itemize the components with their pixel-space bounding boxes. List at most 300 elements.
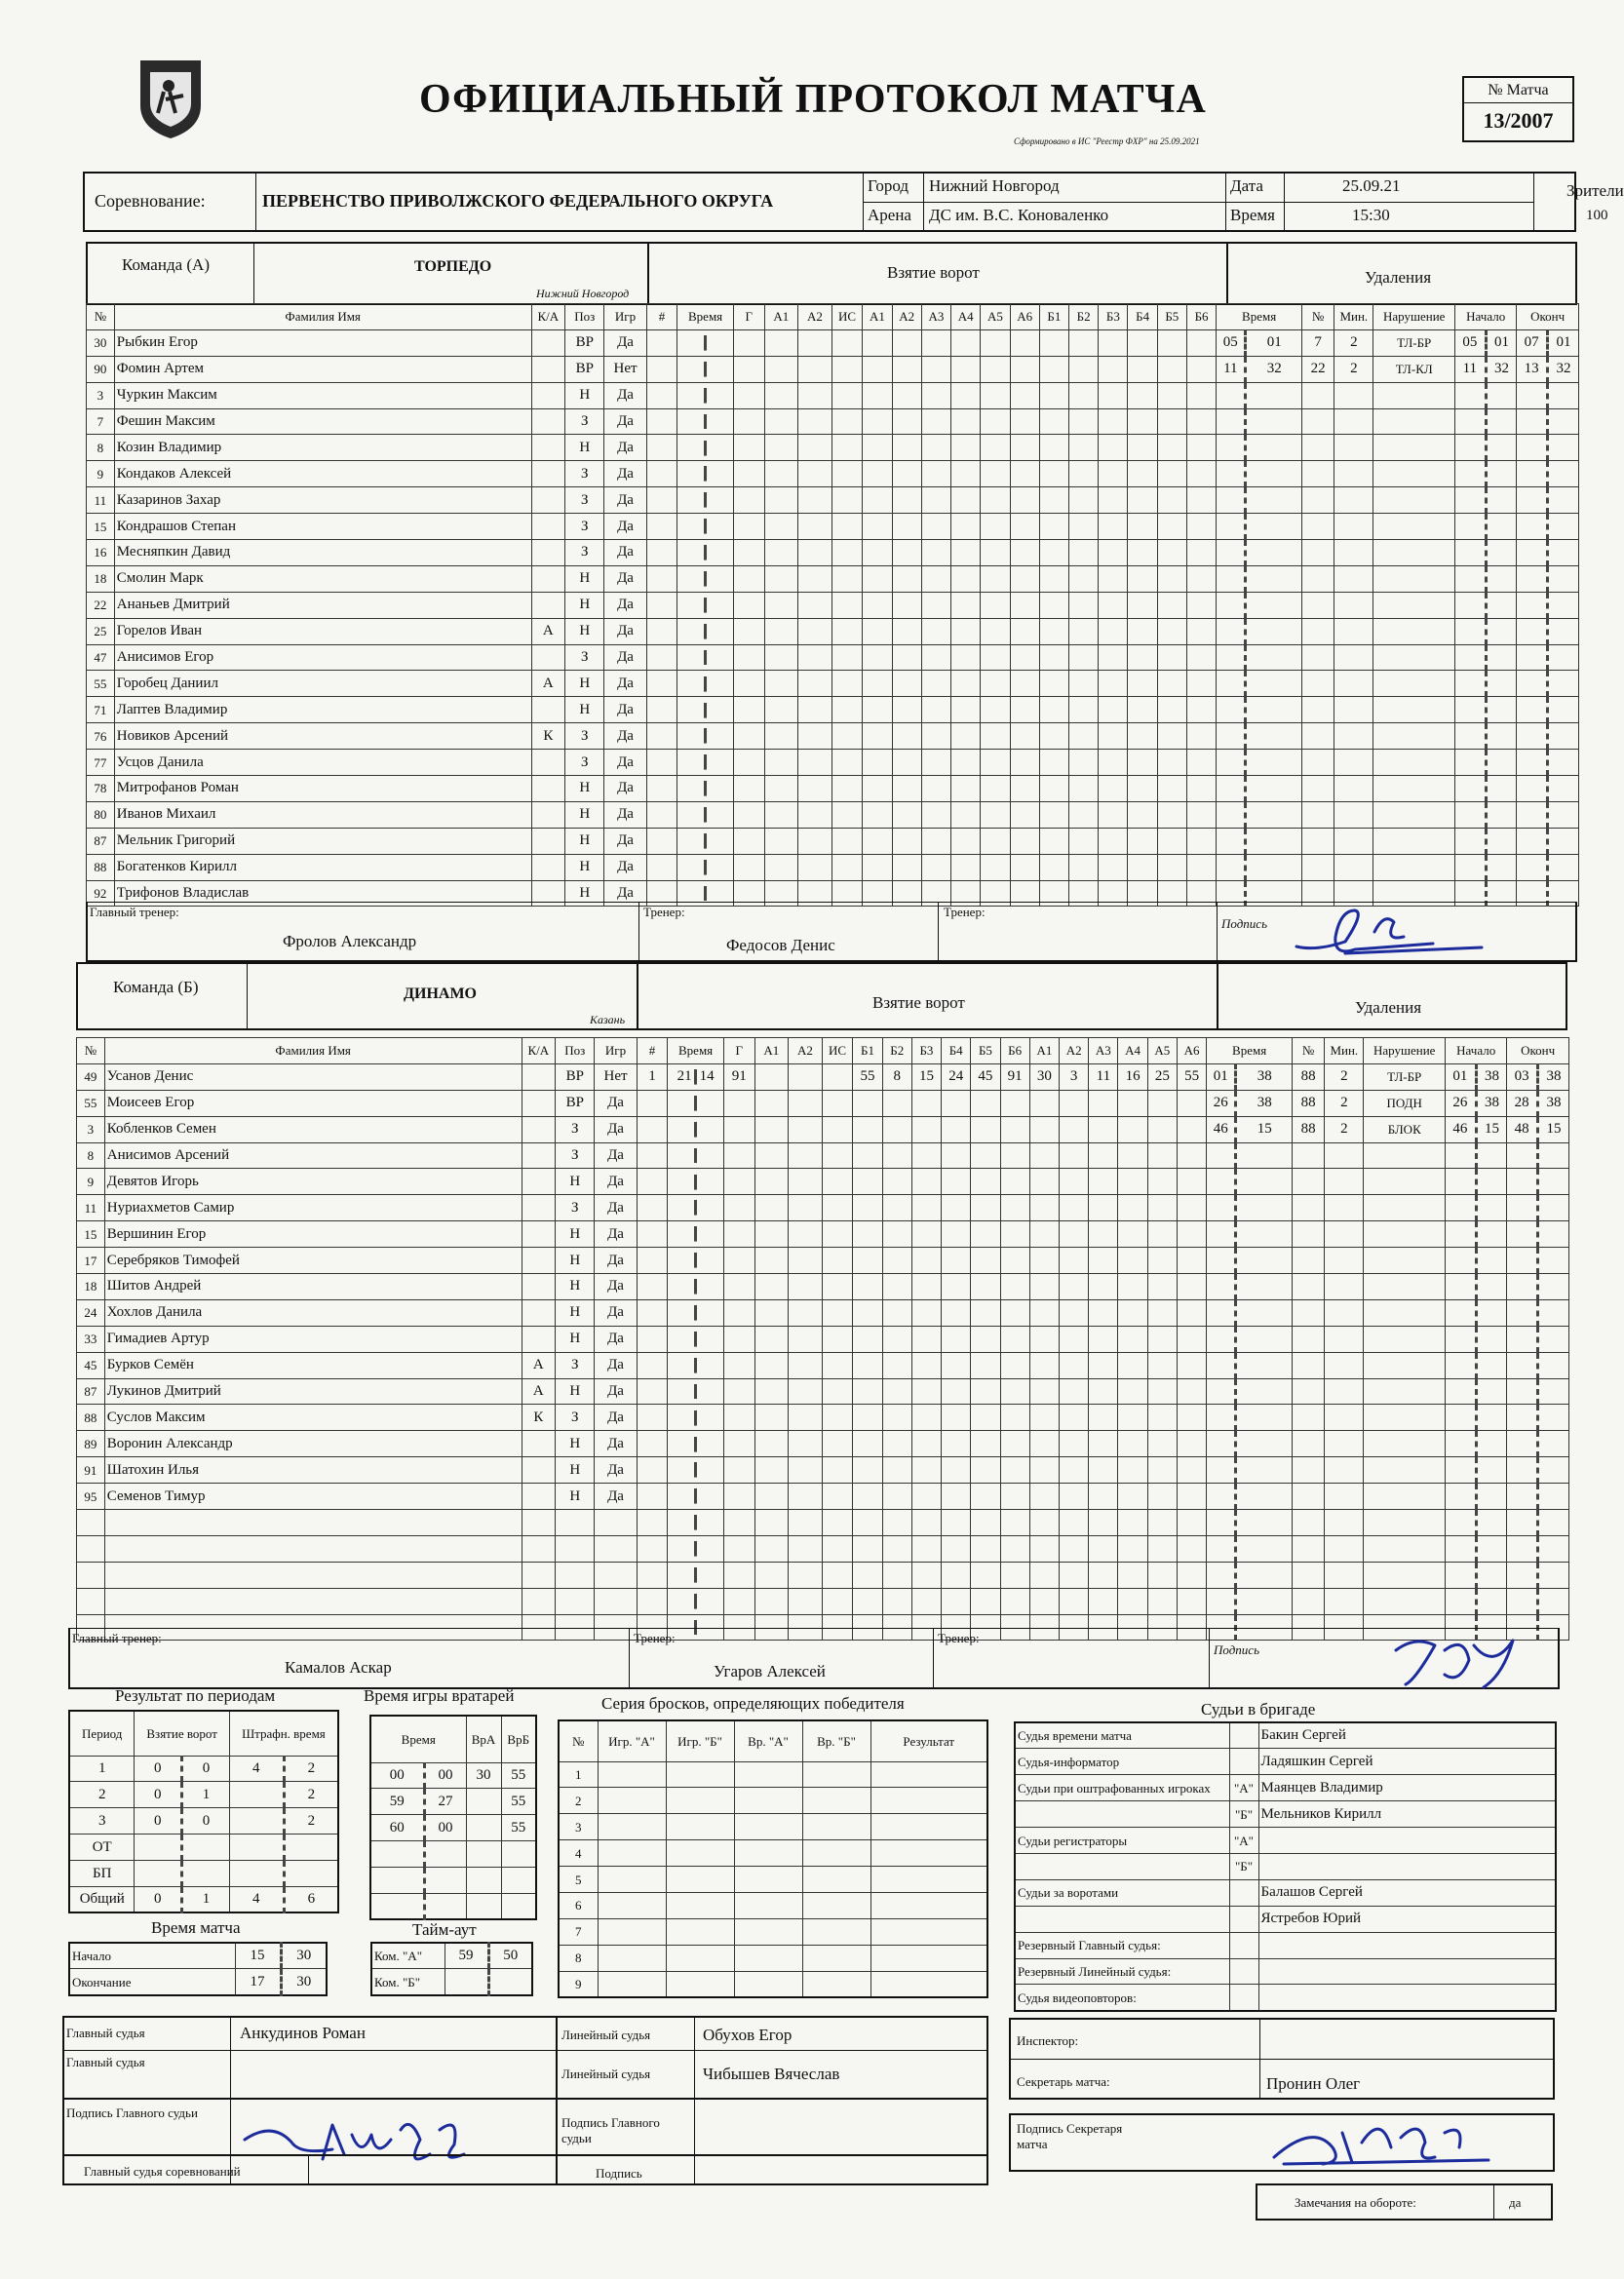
- pen-violation: [1373, 540, 1455, 566]
- pen-violation: [1373, 801, 1455, 828]
- goal-a2: [789, 1588, 823, 1614]
- pen-end-min: [1507, 1484, 1538, 1510]
- official-row: [1015, 1828, 1556, 1854]
- goal-scorer: [733, 565, 764, 592]
- pen-minutes: [1334, 592, 1373, 618]
- pen-player: [1302, 644, 1334, 671]
- goal-is: [822, 1090, 853, 1116]
- goal-onice-10: [1118, 1431, 1147, 1457]
- header-on-3: Б3: [911, 1038, 941, 1064]
- pen-start-min: 05: [1455, 329, 1487, 356]
- goal-onice-1: [853, 1484, 882, 1510]
- goal-onice-2: [882, 1510, 911, 1536]
- player-ka: [531, 750, 565, 776]
- official-team: [1229, 1932, 1258, 1958]
- table-row: [77, 1248, 1569, 1274]
- goal-a1: [754, 1299, 789, 1326]
- goal-onice-6: [1000, 1431, 1029, 1457]
- header-off-6: Б6: [1186, 304, 1216, 330]
- player-position: З: [565, 408, 604, 435]
- goal-is: [831, 801, 863, 828]
- goal-a2: [798, 776, 832, 802]
- goal-onice-10: [1118, 1510, 1147, 1536]
- pen-time-sec: [1236, 1510, 1293, 1536]
- table-row: [77, 1195, 1569, 1221]
- goal-onice-4: [951, 776, 981, 802]
- timeout-table: [370, 1942, 533, 1996]
- goal-is: [822, 1299, 853, 1326]
- goal-onice-12: [1186, 408, 1216, 435]
- shootout-cell: [598, 1761, 666, 1788]
- player-plays: Да: [595, 1116, 637, 1142]
- header-play: Игр: [595, 1038, 637, 1064]
- goal-number: [646, 671, 677, 697]
- header-num: #: [646, 304, 677, 330]
- goal-is: [831, 408, 863, 435]
- goal-onice-9: [1099, 801, 1128, 828]
- player-number: 49: [77, 1063, 105, 1090]
- player-plays: Да: [595, 1431, 637, 1457]
- pen-time-min: [1207, 1535, 1236, 1562]
- goal-onice-2: [882, 1142, 911, 1169]
- player-number: 25: [87, 618, 115, 644]
- pen-start-min: [1455, 750, 1487, 776]
- goal-onice-9: [1089, 1588, 1118, 1614]
- goal-onice-9: [1099, 435, 1128, 461]
- goal-onice-12: [1186, 356, 1216, 382]
- pen-end-min: [1517, 592, 1548, 618]
- pen-violation: [1373, 618, 1455, 644]
- match-time-title: Время матча: [151, 1918, 241, 1937]
- header-pen-no: №: [1302, 304, 1334, 330]
- player-ka: [522, 1326, 556, 1352]
- goal-time: [668, 1326, 724, 1352]
- goal-number: [646, 723, 677, 750]
- page-title: ОФИЦИАЛЬНЫЙ ПРОТОКОЛ МАТЧА: [419, 77, 1207, 122]
- player-number: [77, 1510, 105, 1536]
- goal-onice-9: [1089, 1299, 1118, 1326]
- shootout-cell: [734, 1814, 802, 1840]
- pen-minutes: [1325, 1405, 1364, 1431]
- player-plays: Да: [604, 723, 646, 750]
- pen-violation: [1373, 828, 1455, 854]
- goal-onice-6: [1010, 723, 1039, 750]
- goal-onice-8: [1069, 697, 1099, 723]
- player-number: [77, 1588, 105, 1614]
- pen-time-min: [1217, 671, 1246, 697]
- player-number: 22: [87, 592, 115, 618]
- shootout-cell: [802, 1840, 870, 1867]
- player-position: Н: [565, 697, 604, 723]
- pen-minutes: 2: [1325, 1116, 1364, 1142]
- goal-onice-12: [1177, 1457, 1206, 1484]
- period-cell-3: 4: [229, 1886, 284, 1912]
- goal-onice-9: [1089, 1142, 1118, 1169]
- pen-start-sec: [1476, 1405, 1507, 1431]
- player-number: 55: [87, 671, 115, 697]
- goal-number: [637, 1116, 668, 1142]
- shootout-number: 4: [559, 1840, 598, 1867]
- goal-onice-1: [853, 1378, 882, 1405]
- pen-minutes: [1334, 671, 1373, 697]
- table-row: [77, 1299, 1569, 1326]
- goal-onice-8: [1069, 776, 1099, 802]
- goal-a1: [764, 461, 798, 487]
- goal-scorer: [733, 776, 764, 802]
- player-name: Месняпкин Давид: [114, 540, 531, 566]
- goal-onice-11: [1157, 487, 1186, 514]
- pen-time-sec: 32: [1246, 356, 1302, 382]
- pen-time-sec: [1246, 487, 1302, 514]
- header-pen-violation: Нарушение: [1364, 1038, 1446, 1064]
- goal-onice-2: 8: [882, 1063, 911, 1090]
- goal-number: [646, 750, 677, 776]
- goal-onice-1: [853, 1221, 882, 1248]
- player-plays: Да: [595, 1352, 637, 1378]
- goal-a1: [764, 697, 798, 723]
- pen-start-sec: [1486, 776, 1517, 802]
- goal-onice-7: [1039, 329, 1068, 356]
- goal-onice-5: [971, 1195, 1000, 1221]
- pen-violation: ТЛ-БР: [1364, 1063, 1446, 1090]
- goal-number: [637, 1510, 668, 1536]
- player-number: 9: [87, 461, 115, 487]
- goalie-header-time: Время: [370, 1716, 466, 1762]
- goal-onice-2: [882, 1169, 911, 1195]
- player-name: Ананьев Дмитрий: [114, 592, 531, 618]
- goal-time: [668, 1378, 724, 1405]
- player-name: Усцов Данила: [114, 750, 531, 776]
- goal-onice-8: [1060, 1562, 1089, 1588]
- goal-onice-3: [921, 671, 950, 697]
- player-number: 80: [87, 801, 115, 828]
- goal-scorer: [723, 1457, 754, 1484]
- player-plays: Нет: [595, 1063, 637, 1090]
- goal-onice-7: [1039, 435, 1068, 461]
- goal-number: [637, 1274, 668, 1300]
- goal-onice-2: [892, 644, 921, 671]
- pen-time-sec: 38: [1236, 1063, 1293, 1090]
- period-row: [69, 1808, 338, 1835]
- shootout-cell: [598, 1892, 666, 1918]
- goal-time: [677, 435, 734, 461]
- goal-onice-1: [863, 461, 892, 487]
- pen-end-min: 07: [1517, 329, 1548, 356]
- goal-scorer: [723, 1116, 754, 1142]
- secretary-signature: [1255, 2104, 1508, 2177]
- shootout-number: 7: [559, 1918, 598, 1945]
- pen-violation: [1364, 1405, 1446, 1431]
- player-position: З: [556, 1142, 595, 1169]
- pen-minutes: [1325, 1457, 1364, 1484]
- goalie-cell-2: 30: [466, 1762, 501, 1789]
- goal-a1: [764, 776, 798, 802]
- goal-onice-2: [882, 1299, 911, 1326]
- goal-onice-6: [1000, 1274, 1029, 1300]
- goal-a2: [789, 1221, 823, 1248]
- goal-a1: [754, 1510, 789, 1536]
- goal-onice-10: [1128, 828, 1157, 854]
- pen-player: [1302, 565, 1334, 592]
- goal-onice-3: [921, 540, 950, 566]
- player-ka: [522, 1535, 556, 1562]
- goal-onice-7: [1029, 1457, 1059, 1484]
- goal-onice-8: [1069, 435, 1099, 461]
- goal-onice-8: [1060, 1169, 1089, 1195]
- player-number: 7: [87, 408, 115, 435]
- goal-scorer: [723, 1274, 754, 1300]
- goal-onice-7: [1039, 723, 1068, 750]
- player-position: Н: [565, 776, 604, 802]
- pen-start-min: [1455, 514, 1487, 540]
- player-plays: Да: [604, 540, 646, 566]
- shootout-cell: [870, 1892, 987, 1918]
- player-number: [77, 1535, 105, 1562]
- goal-onice-8: [1069, 540, 1099, 566]
- official-name: [1258, 1828, 1556, 1854]
- goal-onice-4: 24: [942, 1063, 971, 1090]
- pen-player: [1293, 1378, 1325, 1405]
- goal-scorer: [733, 514, 764, 540]
- goal-time: [668, 1431, 724, 1457]
- pen-start-min: [1446, 1484, 1477, 1510]
- pen-end-sec: [1538, 1248, 1569, 1274]
- shootout-cell: [598, 1788, 666, 1814]
- player-ka: [531, 828, 565, 854]
- goal-onice-1: [863, 565, 892, 592]
- goal-onice-2: [882, 1457, 911, 1484]
- pen-time-sec: [1236, 1588, 1293, 1614]
- header-off-5: Б5: [1157, 304, 1186, 330]
- goal-onice-8: [1060, 1195, 1089, 1221]
- goal-onice-7: [1029, 1142, 1059, 1169]
- pen-time-sec: [1246, 592, 1302, 618]
- shootout-row: [559, 1867, 987, 1893]
- player-position: Н: [565, 435, 604, 461]
- pen-end-sec: [1548, 750, 1579, 776]
- goal-scorer: [733, 697, 764, 723]
- goal-onice-5: [981, 671, 1010, 697]
- goal-onice-5: 45: [971, 1063, 1000, 1090]
- pen-end-min: [1517, 828, 1548, 854]
- table-row: [77, 1063, 1569, 1090]
- goal-onice-11: [1157, 382, 1186, 408]
- goal-is: [831, 565, 863, 592]
- goal-onice-3: [921, 435, 950, 461]
- goal-onice-6: [1010, 644, 1039, 671]
- pen-time-sec: [1236, 1405, 1293, 1431]
- shootout-cell: [870, 1814, 987, 1840]
- header-off-3: Б3: [1099, 304, 1128, 330]
- pen-minutes: [1325, 1299, 1364, 1326]
- goal-onice-1: [863, 618, 892, 644]
- goal-onice-2: [892, 671, 921, 697]
- header-pen-end: Оконч: [1517, 304, 1579, 330]
- goal-onice-3: [921, 382, 950, 408]
- goal-number: [646, 540, 677, 566]
- pen-start-sec: [1486, 592, 1517, 618]
- goal-scorer: [723, 1535, 754, 1562]
- pen-end-min: [1507, 1378, 1538, 1405]
- player-name: Казаринов Захар: [114, 487, 531, 514]
- player-name: Хохлов Данила: [104, 1299, 522, 1326]
- pen-start-min: [1455, 565, 1487, 592]
- player-position: Н: [556, 1457, 595, 1484]
- pen-time-min: [1207, 1457, 1236, 1484]
- player-position: З: [556, 1195, 595, 1221]
- goal-is: [822, 1484, 853, 1510]
- goal-scorer: [733, 828, 764, 854]
- shootout-cell: [802, 1788, 870, 1814]
- header-off-5: А5: [1147, 1038, 1177, 1064]
- period-cell-0: 2: [69, 1782, 135, 1808]
- player-ka: [531, 435, 565, 461]
- goal-onice-4: [942, 1431, 971, 1457]
- time-label: Время: [1230, 206, 1275, 224]
- goal-onice-1: [863, 592, 892, 618]
- pen-player: [1302, 776, 1334, 802]
- period-row: [69, 1861, 338, 1887]
- pen-end-min: [1517, 565, 1548, 592]
- goal-onice-5: [971, 1326, 1000, 1352]
- player-plays: Да: [604, 329, 646, 356]
- table-row: [87, 408, 1579, 435]
- goal-onice-11: [1157, 356, 1186, 382]
- goal-a2: [798, 854, 832, 880]
- header-pos: Поз: [556, 1038, 595, 1064]
- table-row: [77, 1562, 1569, 1588]
- goal-number: [637, 1221, 668, 1248]
- pen-time-sec: [1246, 801, 1302, 828]
- goal-time: [668, 1535, 724, 1562]
- pen-end-min: [1517, 514, 1548, 540]
- player-name: Кобленков Семен: [104, 1116, 522, 1142]
- official-role: Судья видеоповторов:: [1015, 1985, 1229, 2011]
- goal-a1: [764, 329, 798, 356]
- player-number: 77: [87, 750, 115, 776]
- goal-scorer: [733, 723, 764, 750]
- goal-onice-4: [951, 487, 981, 514]
- goal-onice-1: [863, 776, 892, 802]
- pen-start-sec: [1476, 1248, 1507, 1274]
- goal-a1: [764, 435, 798, 461]
- goal-onice-2: [892, 487, 921, 514]
- goal-onice-11: [1157, 697, 1186, 723]
- goal-onice-9: [1089, 1562, 1118, 1588]
- goal-time: [677, 540, 734, 566]
- goal-onice-5: [981, 487, 1010, 514]
- pen-minutes: [1334, 697, 1373, 723]
- goal-onice-7: [1029, 1510, 1059, 1536]
- goal-scorer: [723, 1299, 754, 1326]
- goal-onice-11: [1147, 1248, 1177, 1274]
- team-b-coach-label: Тренер:: [634, 1631, 676, 1645]
- goal-onice-9: [1099, 514, 1128, 540]
- goal-onice-11: [1147, 1274, 1177, 1300]
- pen-start-sec: 15: [1476, 1116, 1507, 1142]
- goal-onice-3: [911, 1142, 941, 1169]
- player-ka: [531, 382, 565, 408]
- league-logo: [136, 57, 205, 140]
- pen-minutes: [1325, 1510, 1364, 1536]
- goal-onice-3: [921, 618, 950, 644]
- goal-onice-3: [921, 776, 950, 802]
- header-off-4: А4: [1118, 1038, 1147, 1064]
- goal-a2: [789, 1510, 823, 1536]
- goal-onice-10: [1118, 1484, 1147, 1510]
- player-plays: Да: [604, 514, 646, 540]
- pen-violation: [1364, 1588, 1446, 1614]
- pen-minutes: [1334, 801, 1373, 828]
- shootout-title: Серия бросков, определяющих победителя: [601, 1694, 905, 1713]
- pen-time-min: [1207, 1431, 1236, 1457]
- goal-onice-1: [853, 1562, 882, 1588]
- pen-end-sec: [1538, 1299, 1569, 1326]
- pen-time-min: [1217, 435, 1246, 461]
- goal-number: [646, 697, 677, 723]
- goal-onice-11: [1147, 1326, 1177, 1352]
- pen-end-sec: 38: [1538, 1063, 1569, 1090]
- pen-player: [1293, 1562, 1325, 1588]
- pen-start-min: [1455, 644, 1487, 671]
- header-pen-no: №: [1293, 1038, 1325, 1064]
- goalie-cell-1: [424, 1893, 466, 1919]
- pen-player: [1302, 618, 1334, 644]
- pen-violation: [1373, 435, 1455, 461]
- goal-time: [677, 828, 734, 854]
- goal-onice-4: [942, 1484, 971, 1510]
- pen-time-min: [1217, 487, 1246, 514]
- goal-onice-6: [1010, 697, 1039, 723]
- pen-end-sec: [1548, 671, 1579, 697]
- goal-onice-2: [892, 382, 921, 408]
- pen-start-sec: [1476, 1142, 1507, 1169]
- player-number: 87: [87, 828, 115, 854]
- goal-onice-6: [1010, 618, 1039, 644]
- goal-onice-11: [1147, 1169, 1177, 1195]
- pen-start-sec: [1476, 1588, 1507, 1614]
- goal-onice-10: [1128, 514, 1157, 540]
- goal-is: [831, 854, 863, 880]
- pen-player: 22: [1302, 356, 1334, 382]
- goal-onice-8: [1069, 329, 1099, 356]
- goal-time: [677, 750, 734, 776]
- goal-time: [677, 801, 734, 828]
- goal-time: [668, 1063, 724, 1090]
- team-b-head-coach: Камалов Аскар: [285, 1658, 392, 1677]
- table-row: [77, 1169, 1569, 1195]
- goal-onice-10: [1128, 592, 1157, 618]
- goal-a2: [789, 1299, 823, 1326]
- goalie-row: [370, 1762, 536, 1789]
- pen-time-min: 05: [1217, 329, 1246, 356]
- goal-is: [822, 1562, 853, 1588]
- official-row: [1015, 1853, 1556, 1879]
- pen-time-min: [1217, 592, 1246, 618]
- goalie-cell-1: [424, 1841, 466, 1868]
- table-row: [87, 592, 1579, 618]
- goal-onice-6: [1010, 801, 1039, 828]
- header-off-4: Б4: [1128, 304, 1157, 330]
- goal-onice-11: [1157, 801, 1186, 828]
- goal-number: [646, 461, 677, 487]
- goal-onice-3: [911, 1169, 941, 1195]
- pen-end-sec: [1548, 435, 1579, 461]
- pen-start-min: 26: [1446, 1090, 1477, 1116]
- goalie-cell-0: 60: [370, 1815, 424, 1841]
- pen-player: [1302, 828, 1334, 854]
- goal-onice-5: [971, 1405, 1000, 1431]
